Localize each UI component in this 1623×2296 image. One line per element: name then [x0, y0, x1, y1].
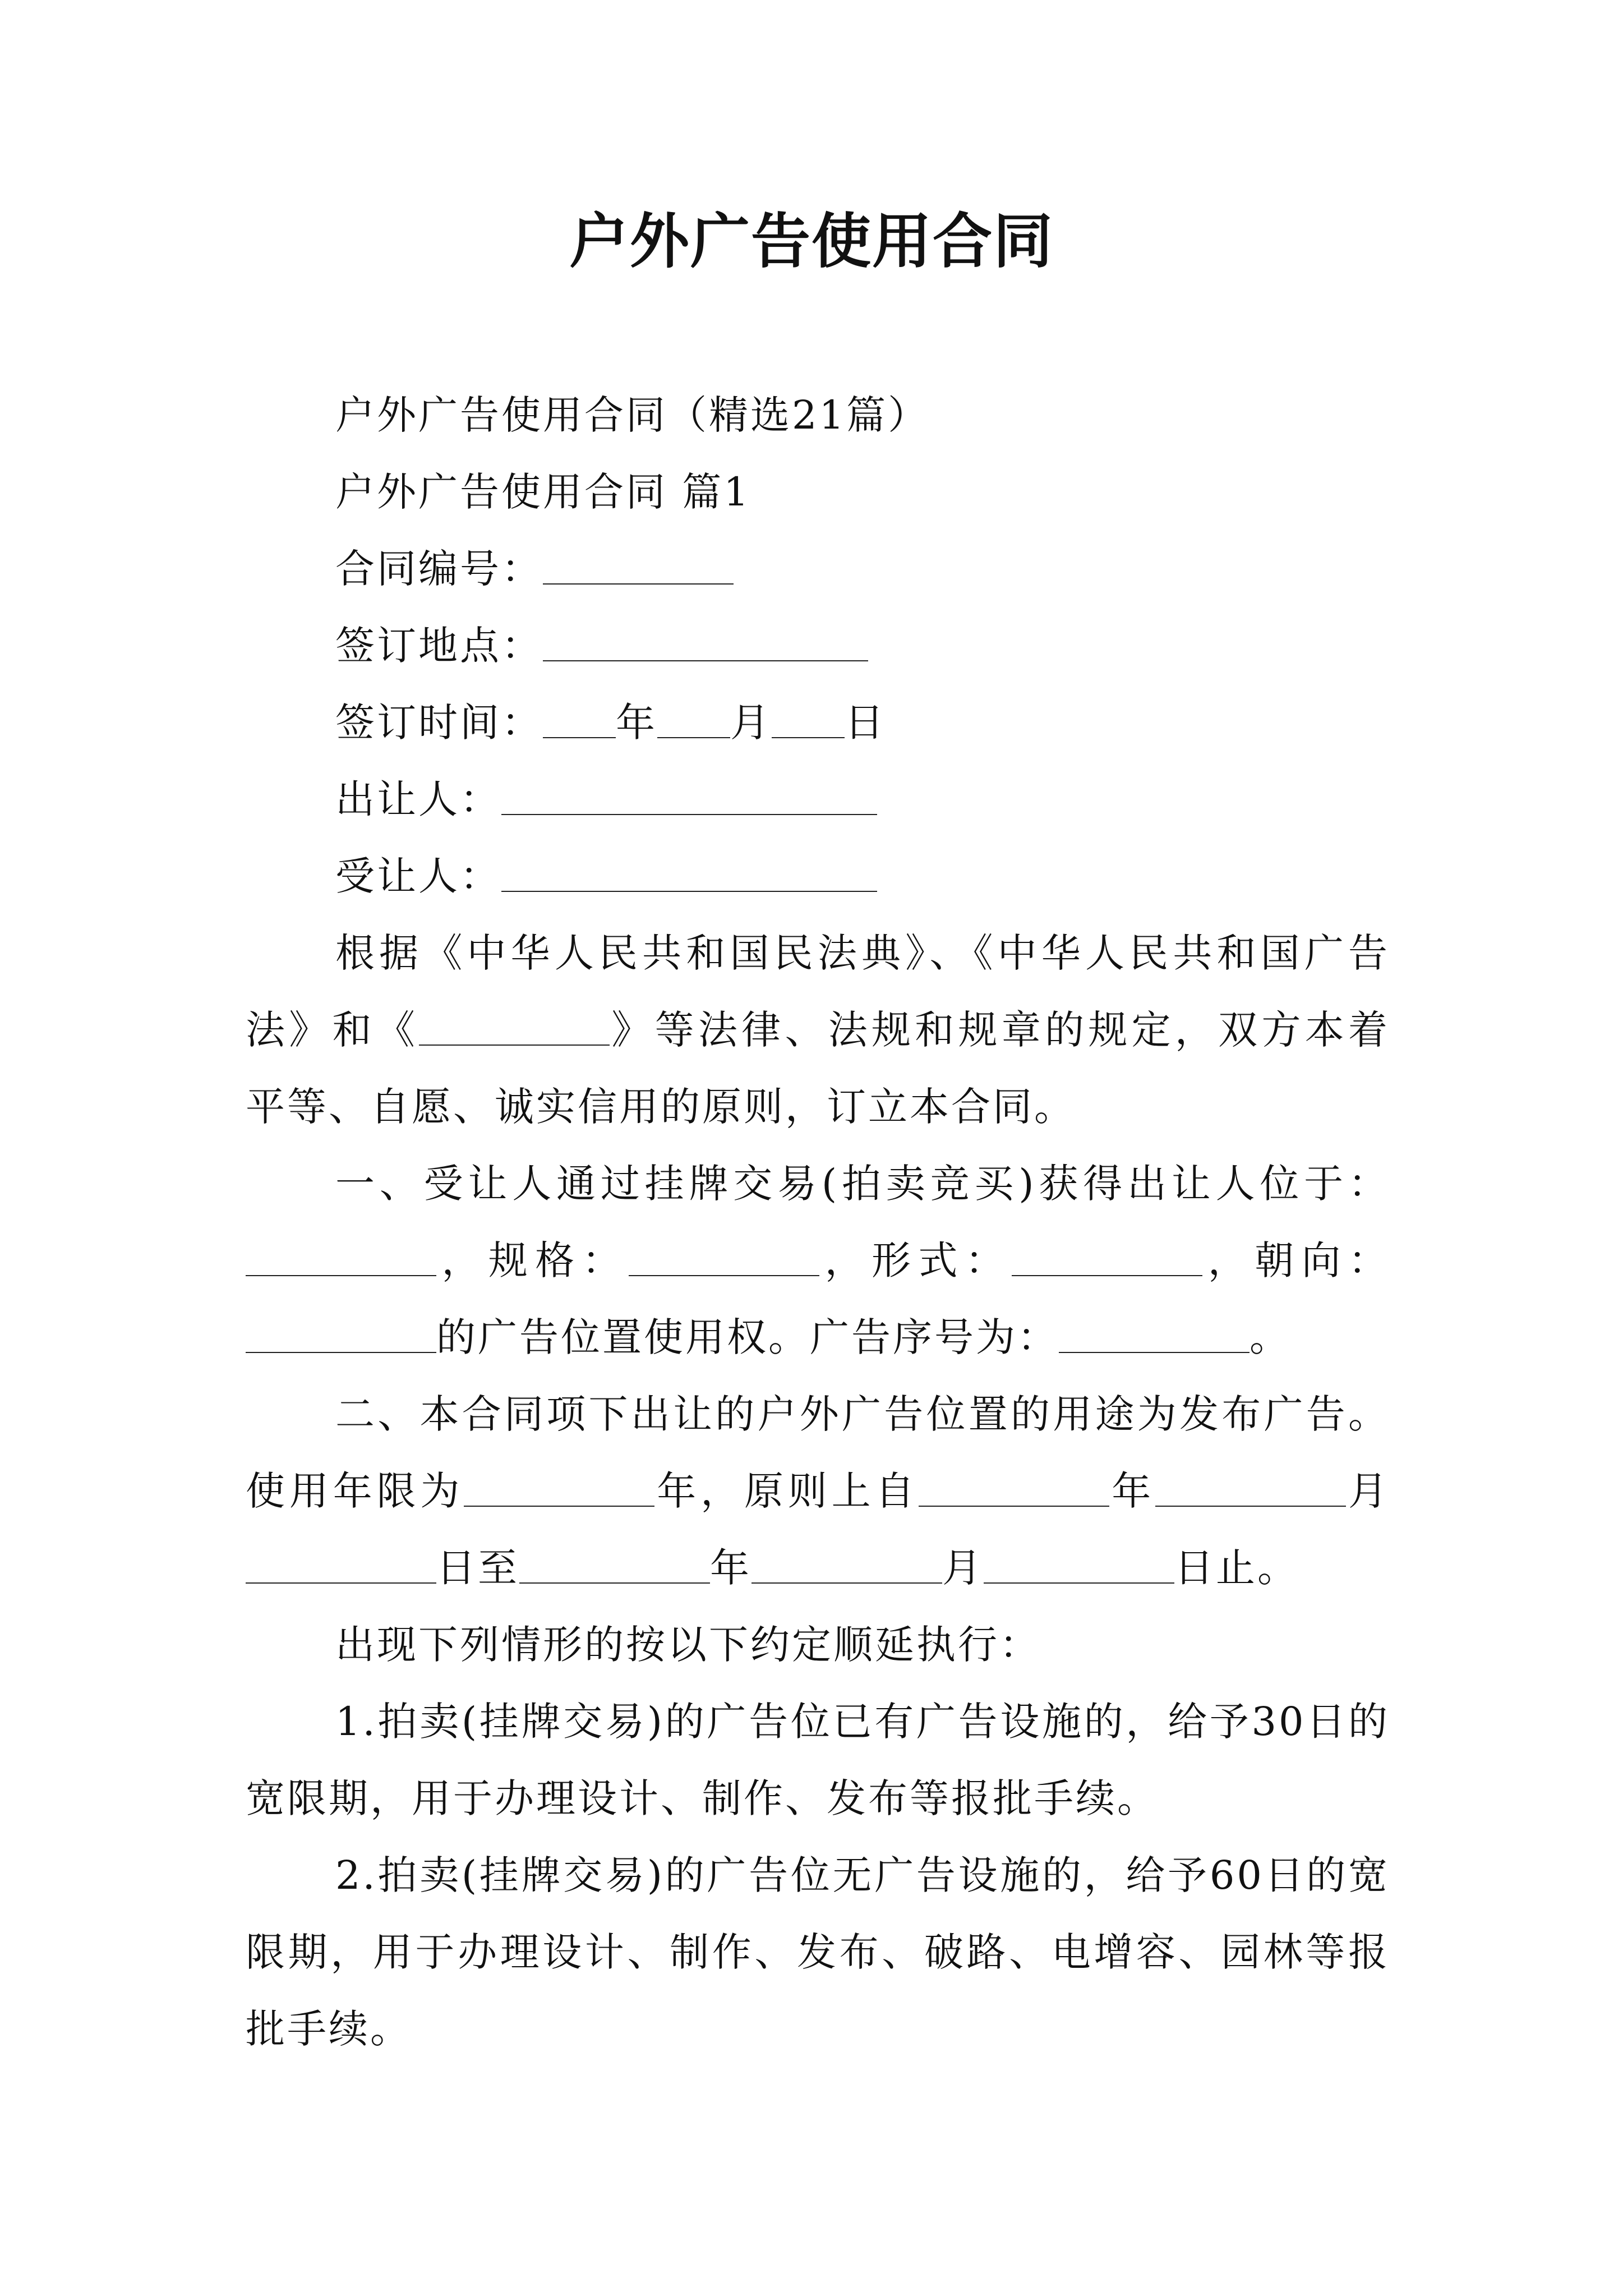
- article-2-text-a: 二、本合同项下出让的户外广告位置的用途为发布广告。使用年限为: [246, 1391, 1390, 1514]
- paragraph-item-2: 2.拍卖(挂牌交易)的广告位无广告设施的，给予60日的宽限期，用于办理设计、制作、发布、破路、电增容、园林等报批手续。: [246, 1852, 1390, 2052]
- article-2-text-h: 日止。: [1174, 1545, 1299, 1591]
- transferor-label: 出让人：: [335, 776, 501, 822]
- transferee-label: 受让人：: [335, 853, 501, 899]
- form-blank: [1012, 1241, 1202, 1276]
- law-name-blank: [419, 1011, 610, 1046]
- signing-place-label: 签订地点：: [335, 623, 543, 669]
- section-heading: [246, 454, 1390, 531]
- paragraph-article-2: [246, 1376, 1390, 1607]
- subtitle-line: [246, 377, 1390, 454]
- contract-number-blank: [543, 550, 734, 585]
- article-1-text-e: 的广告位置使用权。广告序号为：: [436, 1314, 1059, 1360]
- term-years-blank: [464, 1472, 654, 1507]
- transferor-line: [246, 761, 1390, 838]
- paragraph-item-1: 1.拍卖(挂牌交易)的广告位已有广告设施的，给予30日的宽限期，用于办理设计、制作、发布等报批手续。: [246, 1699, 1390, 1821]
- month-label: 月: [730, 700, 772, 746]
- article-1-text-c: ，形式：: [819, 1237, 1012, 1283]
- signing-date-label: 签订时间：: [335, 700, 543, 746]
- signing-place-blank: [543, 627, 868, 661]
- month-blank: [657, 703, 730, 738]
- end-day-blank: [984, 1549, 1174, 1584]
- contract-number-label: 合同编号：: [335, 546, 543, 592]
- legal-basis-text-b: 》等法律、法规和规章的规定，双方本着平等、自愿、诚实信用的原则，订立本合同。: [246, 1007, 1390, 1130]
- start-day-blank: [246, 1549, 436, 1584]
- signing-place-line: [246, 608, 1390, 684]
- paragraph-article-1: [246, 1145, 1390, 1376]
- day-blank: [772, 703, 845, 738]
- article-1-text-b: ，规格：: [436, 1237, 629, 1283]
- end-year-blank: [519, 1549, 710, 1584]
- article-2-text-e: 日至: [436, 1545, 519, 1591]
- article-1-text-d: ，朝向：: [1202, 1237, 1390, 1283]
- legal-basis-text-a: 根据《中华人民共和国民法典》、《中华人民共和国广告法》和《: [246, 930, 1390, 1053]
- paragraph-legal-basis: [246, 915, 1390, 1145]
- article-1-text-a: 一、受让人通过挂牌交易(拍卖竞买)获得出让人位于：: [335, 1161, 1390, 1207]
- contract-number-line: [246, 531, 1390, 608]
- spec-blank: [629, 1241, 819, 1276]
- transferee-blank: [501, 857, 877, 892]
- year-label: 年: [616, 700, 657, 746]
- year-blank: [543, 703, 616, 738]
- document-title: 户外广告使用合同: [569, 206, 1054, 276]
- article-2-text-g: 月: [942, 1545, 984, 1591]
- article-1-text-f: 。: [1249, 1314, 1291, 1360]
- paragraph-extension-intro: 出现下列情形的按以下约定顺延执行：: [335, 1622, 1041, 1668]
- transferor-blank: [501, 780, 877, 815]
- article-2-text-c: 年: [1109, 1468, 1156, 1514]
- orientation-blank: [246, 1318, 436, 1353]
- subtitle-text: 户外广告使用合同（精选21篇）: [335, 392, 930, 438]
- start-month-blank: [1155, 1472, 1346, 1507]
- start-year-blank: [919, 1472, 1109, 1507]
- document-body: [246, 377, 1390, 2068]
- article-2-text-d: 月: [1346, 1468, 1390, 1514]
- article-2-text-f: 年: [710, 1545, 751, 1591]
- location-blank: [246, 1241, 436, 1276]
- ad-number-blank: [1059, 1318, 1249, 1353]
- transferee-line: [246, 838, 1390, 915]
- signing-date-line: [246, 684, 1390, 761]
- end-month-blank: [751, 1549, 942, 1584]
- article-2-text-b: 年，原则上自: [654, 1468, 919, 1514]
- day-label: 日: [845, 700, 886, 746]
- section-heading-text: 户外广告使用合同 篇1: [335, 469, 751, 515]
